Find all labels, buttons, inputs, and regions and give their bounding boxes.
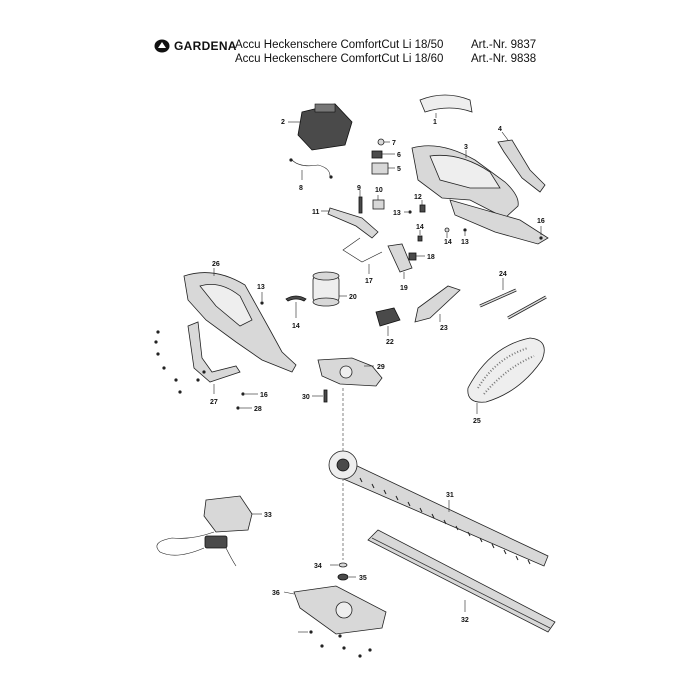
label-2: 2 bbox=[281, 119, 285, 126]
label-22: 23 bbox=[440, 325, 448, 332]
model-line-1: Accu Heckenschere ComfortCut Li 18/50 bbox=[235, 39, 444, 51]
part-2-battery bbox=[281, 104, 352, 150]
part-35-gear-cover bbox=[272, 586, 386, 634]
label-7: 7 bbox=[392, 140, 396, 147]
brand-name: GARDENA bbox=[174, 39, 237, 53]
part-32-charger bbox=[157, 496, 272, 566]
label-14b: 14 bbox=[292, 323, 300, 330]
label-32: 33 bbox=[264, 512, 272, 519]
label-28: 29 bbox=[377, 364, 385, 371]
label-14a: 14 bbox=[416, 224, 424, 231]
part-20-motor bbox=[313, 272, 357, 306]
part-5-6-7-switch bbox=[372, 139, 401, 174]
label-13b: 13 bbox=[461, 239, 469, 246]
label-21: 22 bbox=[386, 339, 394, 346]
label-10: 10 bbox=[375, 187, 383, 194]
part-22-guard bbox=[415, 286, 460, 332]
label-31: 32 bbox=[461, 617, 469, 624]
label-4: 4 bbox=[498, 126, 502, 133]
part-21-cover bbox=[376, 308, 400, 346]
label-30: 31 bbox=[446, 492, 454, 499]
part-18-19-brackets bbox=[388, 244, 435, 292]
part-17-wire-bracket bbox=[343, 238, 382, 285]
part-3-upper-housing bbox=[412, 144, 548, 244]
label-15: 14 bbox=[444, 239, 452, 246]
part-23-rods bbox=[480, 271, 546, 318]
model-line-2: Accu Heckenschere ComfortCut Li 18/60 bbox=[235, 53, 444, 65]
label-1: 1 bbox=[433, 119, 437, 126]
label-5: 5 bbox=[397, 166, 401, 173]
label-25: 26 bbox=[212, 261, 220, 268]
part-12-13-screws bbox=[257, 194, 469, 305]
label-13a: 13 bbox=[393, 210, 401, 217]
label-26: 27 bbox=[210, 399, 218, 406]
part-30-blade bbox=[329, 451, 548, 566]
label-27: 28 bbox=[254, 406, 262, 413]
label-17: 17 bbox=[365, 278, 373, 285]
part-28-gear-housing bbox=[318, 358, 385, 386]
part-31-blade-guard bbox=[368, 530, 555, 632]
label-3: 3 bbox=[464, 144, 468, 151]
part-11-lever bbox=[312, 208, 378, 238]
part-14-lower bbox=[286, 296, 306, 330]
label-13c: 13 bbox=[257, 284, 265, 291]
article-number-2: Art.-Nr. 9838 bbox=[471, 53, 537, 65]
label-34: 35 bbox=[359, 575, 367, 582]
part-36-screws bbox=[298, 630, 372, 657]
article-number-1: Art.-Nr. 9837 bbox=[471, 39, 537, 51]
label-23: 24 bbox=[499, 271, 507, 278]
label-20: 20 bbox=[349, 294, 357, 301]
label-18: 18 bbox=[427, 254, 435, 261]
label-12: 12 bbox=[414, 194, 422, 201]
part-16-27-screws bbox=[236, 392, 267, 413]
part-1-grip-cover bbox=[420, 95, 472, 126]
part-29-pin bbox=[302, 390, 327, 402]
label-9: 9 bbox=[357, 185, 361, 192]
part-15-washer bbox=[444, 228, 452, 246]
label-16a: 16 bbox=[537, 218, 545, 225]
label-24: 25 bbox=[473, 418, 481, 425]
label-11: 11 bbox=[312, 209, 320, 216]
label-33: 34 bbox=[314, 563, 322, 570]
label-6: 6 bbox=[397, 152, 401, 159]
part-10-switch-block bbox=[373, 187, 384, 209]
part-24-front-handle bbox=[468, 338, 544, 425]
part-14-upper bbox=[416, 224, 424, 241]
label-16b: 16 bbox=[260, 392, 268, 399]
part-8-cable bbox=[289, 158, 332, 192]
part-9-spring bbox=[357, 185, 362, 213]
label-8: 8 bbox=[299, 185, 303, 192]
label-29: 30 bbox=[302, 394, 310, 401]
label-19: 19 bbox=[400, 285, 408, 292]
label-35: 36 bbox=[272, 590, 280, 597]
part-33-34-washers bbox=[314, 563, 367, 582]
